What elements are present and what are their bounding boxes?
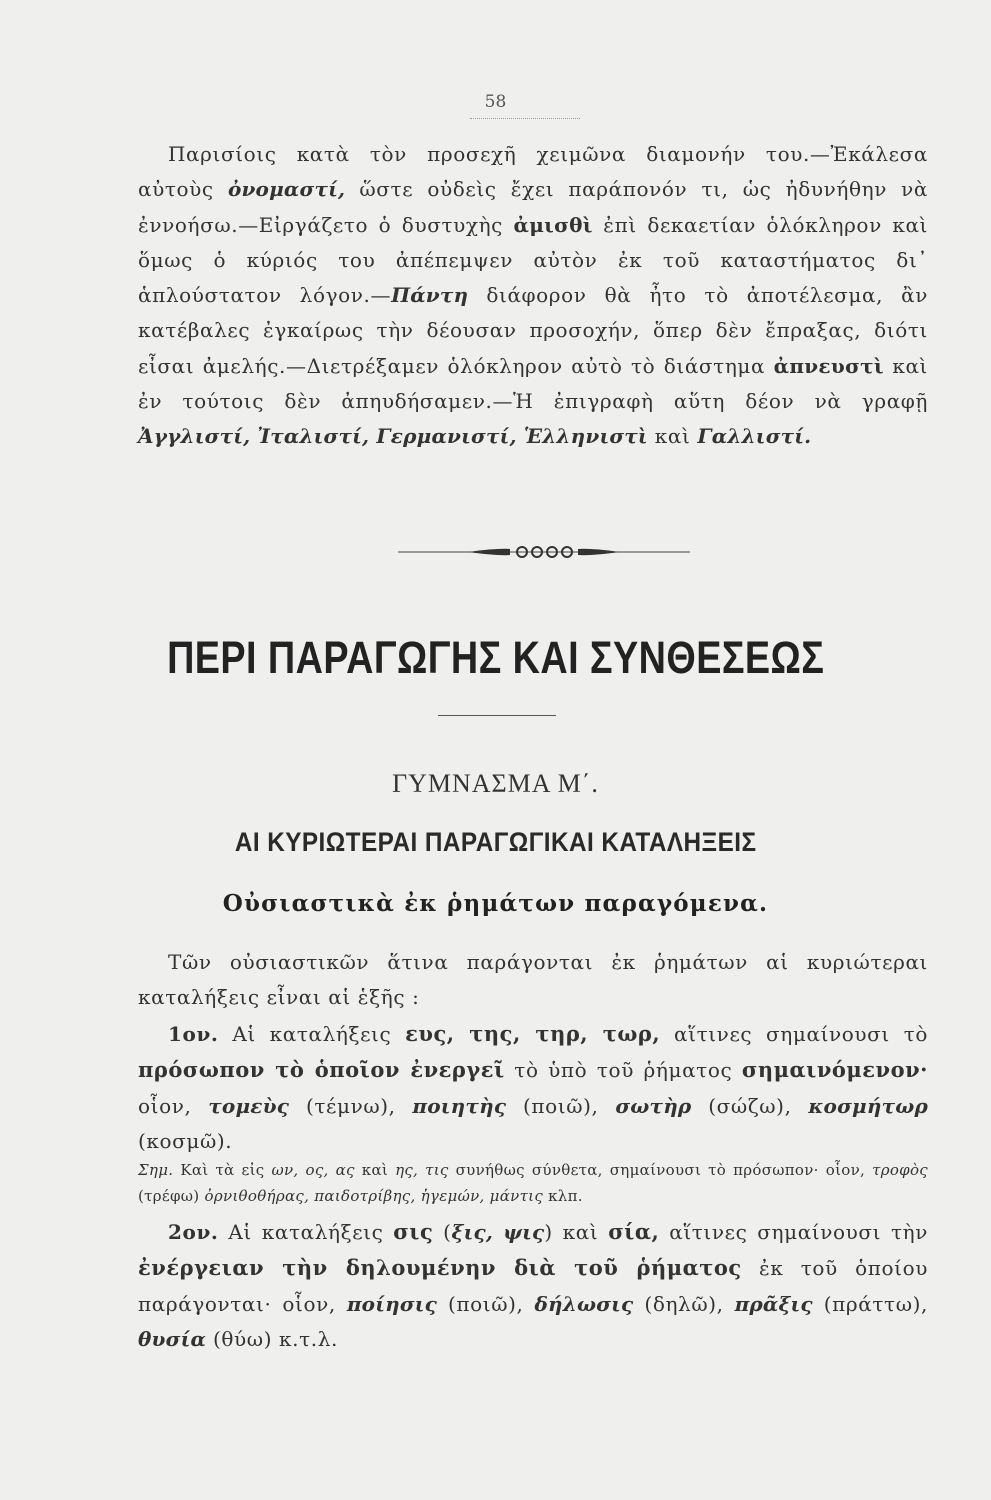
bold-run: ἐνέργειαν τὴν δηλουμένην διὰ τοῦ ῥήματος (138, 1255, 742, 1281)
bold-run: σις (393, 1219, 434, 1244)
italic-run: δήλωσις (534, 1291, 634, 1316)
italic-run: ξις, ψις (451, 1220, 545, 1244)
text-run: (τέμνω), (289, 1093, 413, 1118)
bold-run: ἀμισθὶ (513, 212, 593, 237)
ornament-divider (398, 542, 690, 562)
intro-paragraph (138, 945, 928, 1016)
italic-run: ὀρνιθοθήρας, παιδοτρίβης, ἡγεμών, μάντις (204, 1187, 544, 1205)
italic-run: Σημ. (138, 1161, 174, 1179)
text-run: ἐκ τοῦ ὁποίου παράγονται· οἷον, (138, 1256, 928, 1316)
italic-run: ὀνομαστί, (227, 177, 346, 202)
text-run: Καὶ τὰ εἰς (173, 1161, 272, 1179)
text-run: ( (433, 1220, 452, 1244)
text-run: Αἱ καταλήξεις (218, 1220, 394, 1244)
italic-run: κοσμήτωρ (808, 1093, 929, 1118)
italic-run: Πάντη (391, 283, 469, 308)
italic-run: Γαλλιστί. (697, 424, 812, 449)
text-run: (πράττω), (812, 1291, 928, 1316)
text-run: Παρισίοις κατὰ τὸν προσεχῆ χειμῶνα διαμονήν του.—Ἐκάλεσα αὐτοὺς (138, 142, 928, 202)
bold-run: σημαινόμενον· (741, 1057, 928, 1083)
text-run: αἵτινες σημαίνουσι τὸ (660, 1022, 929, 1046)
italic-run: ης, τις (395, 1161, 449, 1179)
title-rule (438, 715, 556, 716)
text-run: καὶ (354, 1161, 396, 1179)
text-run: (σώζω), (691, 1093, 809, 1118)
italic-run: Ἀγγλιστί, Ἰταλιστί, Γερμανιστί, Ἑλληνιστὶ (138, 424, 648, 449)
text-run: (δηλῶ), (633, 1291, 735, 1316)
text-run: (θύω) κ.τ.λ. (206, 1326, 338, 1351)
section-title: ΠΕΡΙ ΠΑΡΑΓΩΓΗΣ ΚΑΙ ΣΥΝΘΕΣΕΩΣ (167, 632, 825, 683)
italic-run: σωτὴρ (615, 1093, 692, 1118)
italic-run: ποιητὴς (412, 1093, 507, 1118)
subtitle: ΑΙ ΚΥΡΙΩΤΕΡΑΙ ΠΑΡΑΓΩΓΙΚΑΙ ΚΑΤΑΛΗΞΕΙΣ (234, 827, 757, 857)
page-number-rule (470, 118, 580, 119)
text-run: οἷον, (138, 1093, 209, 1118)
text-run: Τῶν οὐσιαστικῶν ἅτινα παράγονται ἐκ ῥημάτων αἱ κυριώτεραι καταλήξεις εἶναι αἱ ἑξῆς : (138, 950, 928, 1010)
subheading: Οὐσιαστικὰ ἐκ ῥημάτων παραγόμενα. (222, 890, 769, 917)
rule-number: 2ον. (168, 1220, 219, 1244)
italic-run: ποίησις (346, 1291, 438, 1316)
bold-run: ευς, της, τηρ, τωρ, (405, 1021, 661, 1046)
text-run: τὸ ὑπὸ τοῦ ῥήματος (504, 1058, 742, 1083)
text-run: ἐπὶ δεκαετίαν ὁλόκληρον καὶ ὅμως ὁ κύριός του ἀπέπεμψεν αὐτὸν ἐκ τοῦ καταστήματος δι᾿ ἁπλούστατον λόγον.— (138, 212, 928, 308)
italic-run: πρᾶξις (734, 1291, 813, 1316)
text-run: (ποιῶ), (506, 1093, 616, 1118)
italic-run: τροφὸς (872, 1161, 928, 1179)
exercise-heading: ΓΥΜΝΑΣΜΑ Μ΄. (392, 769, 599, 798)
text-run: Αἱ καταλήξεις (218, 1022, 406, 1046)
text-run: καὶ ἐν τούτοις δὲν ἀπηυδήσαμεν.—Ἡ ἐπιγραφὴ αὕτη δέον νὰ γραφῇ (138, 353, 928, 414)
text-run: ) καὶ (544, 1220, 609, 1244)
text-run: καὶ (647, 424, 698, 449)
bold-run: σία, (608, 1219, 660, 1244)
text-run: (κοσμῶ). (138, 1128, 233, 1153)
text-run: κλπ. (543, 1187, 583, 1205)
italic-run: ων, ος, ας (271, 1161, 355, 1179)
rule-1-paragraph (138, 1016, 928, 1159)
text-run: αἵτινες σημαίνουσι τὴν (659, 1220, 928, 1244)
text-run: (ποιῶ), (437, 1291, 535, 1316)
bold-run: πρόσωπον τὸ ὁποῖον ἐνεργεῖ (138, 1057, 505, 1083)
note-paragraph (138, 1157, 928, 1209)
rule-number: 1ον. (168, 1022, 219, 1046)
italic-run: τομεὺς (208, 1093, 290, 1118)
text-run: ὥστε οὐδεὶς ἔχει παράπονόν τι, ὡς ἠδυνήθην νὰ ἐννοήσω.—Εἰργάζετο ὁ δυστυχὴς (138, 177, 929, 237)
italic-run: θυσία (138, 1326, 207, 1351)
text-run: διάφορον θὰ ἦτο τὸ ἀποτέλεσμα, ἂν κατέβαλες ἐγκαίρως τὴν δέουσαν προσοχήν, ὅπερ δὲν ἔπραξας, διότι εἶσαι ἀμελής.—Διετρέξαμεν ὁλόκληρον αὐτὸ τὸ διάστημα (138, 283, 929, 378)
bold-run: ἀπνευστὶ (773, 353, 884, 378)
rule-2-paragraph (138, 1214, 928, 1357)
page-number: 58 (484, 92, 507, 112)
text-run: (τρέφω) (138, 1187, 205, 1205)
text-run: συνήθως σύνθετα, σημαίνουσι τὸ πρόσωπον· οἷον, (448, 1161, 873, 1179)
paragraph-examples (138, 137, 928, 455)
